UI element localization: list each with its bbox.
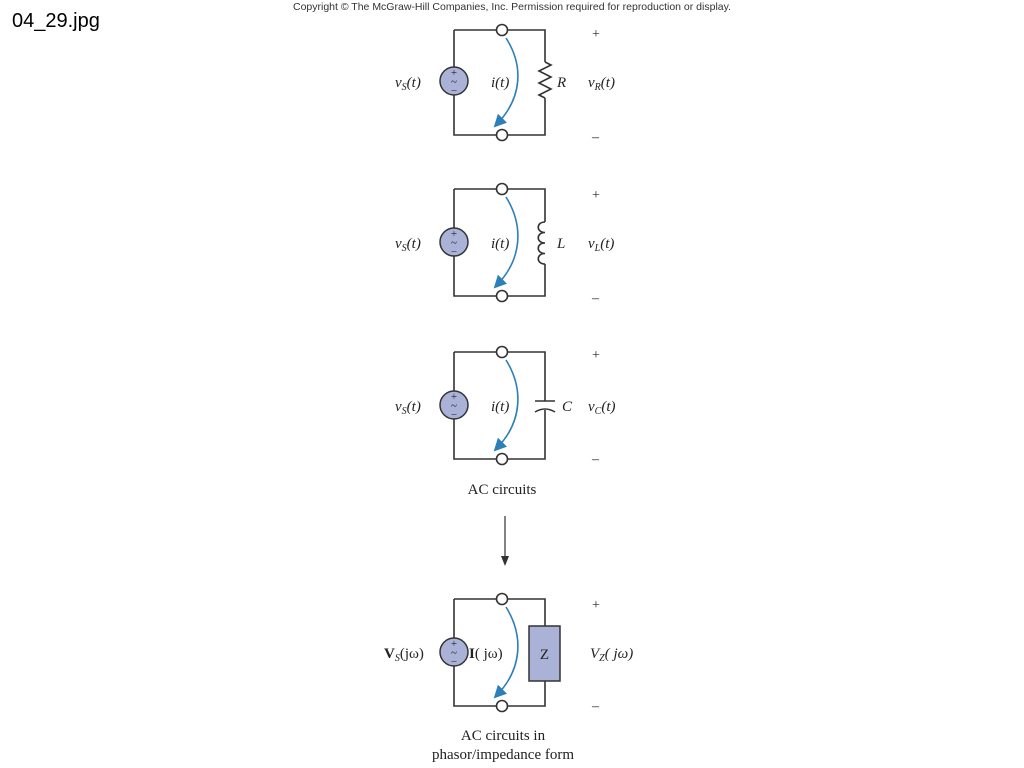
svg-text:–: – (451, 85, 457, 96)
phasor-caption-line-2: phasor/impedance form (431, 747, 575, 763)
current-label: i(t) (491, 75, 510, 91)
capacitor-circuit (395, 347, 616, 468)
inductor-label: L (557, 236, 566, 252)
inductor-circuit (395, 184, 614, 307)
transform-arrow (501, 516, 509, 566)
voltage-source-icon (440, 228, 468, 257)
terminal-node-bottom (497, 701, 508, 712)
terminal-node-top (497, 184, 508, 195)
impedance-label: Z (539, 647, 550, 663)
svg-text:+: + (450, 67, 458, 79)
minus-sign: – (592, 699, 599, 714)
source-voltage-label: $v_S(t)$ (395, 75, 421, 93)
output-voltage-label: $v_R(t)$ (588, 75, 615, 93)
terminal-node-top (497, 347, 508, 358)
resistor-symbol (539, 62, 551, 98)
current-label: i(t) (491, 399, 510, 415)
inductor-symbol (538, 222, 545, 264)
source-voltage-label: $v_S(t)$ (395, 236, 421, 254)
svg-text:+: + (450, 391, 458, 403)
capacitor-label: C (562, 399, 573, 415)
svg-text:–: – (451, 656, 457, 667)
terminal-node-top (497, 25, 508, 36)
terminal-node-bottom (497, 130, 508, 141)
voltage-source-icon (440, 391, 468, 420)
file-name-label: 04_29.jpg (12, 10, 100, 32)
minus-sign: – (592, 130, 599, 145)
phasor-caption-line-1: AC circuits in (460, 728, 546, 744)
copyright-notice: Copyright © The McGraw-Hill Companies, Inc. Permission required for reproduction or display. (292, 1, 732, 13)
svg-text:–: – (451, 246, 457, 257)
plus-sign: + (592, 598, 600, 613)
minus-sign: – (592, 291, 599, 306)
plus-sign: + (592, 188, 600, 203)
voltage-source-icon (440, 67, 468, 96)
svg-text:+: + (450, 638, 458, 650)
ac-circuits-caption: AC circuits (467, 482, 537, 498)
resistor-circuit (395, 25, 615, 146)
plus-sign: + (592, 27, 600, 42)
output-voltage-label: $v_C(t)$ (588, 399, 616, 417)
voltage-source-icon (440, 638, 468, 667)
resistor-label: R (557, 75, 567, 91)
source-voltage-label: $v_S(t)$ (395, 399, 421, 417)
output-voltage-label: $v_L(t)$ (588, 236, 615, 254)
terminal-node-bottom (497, 291, 508, 302)
svg-text:~: ~ (451, 400, 457, 412)
terminal-node-bottom (497, 454, 508, 465)
svg-text:~: ~ (451, 76, 457, 88)
phasor-circuit (384, 594, 633, 715)
impedance-voltage-label: $V_Z$( jω) (590, 646, 634, 664)
svg-text:~: ~ (451, 237, 457, 249)
source-phasor-label: $V_S(j\omega)$ (384, 646, 424, 664)
minus-sign: – (592, 452, 599, 467)
svg-text:–: – (451, 409, 457, 420)
terminal-node-top (497, 594, 508, 605)
svg-text:+: + (450, 228, 458, 240)
svg-text:~: ~ (451, 647, 457, 659)
current-label: i(t) (491, 236, 510, 252)
current-phasor-label: I( jω) (469, 646, 503, 662)
plus-sign: + (592, 348, 600, 363)
